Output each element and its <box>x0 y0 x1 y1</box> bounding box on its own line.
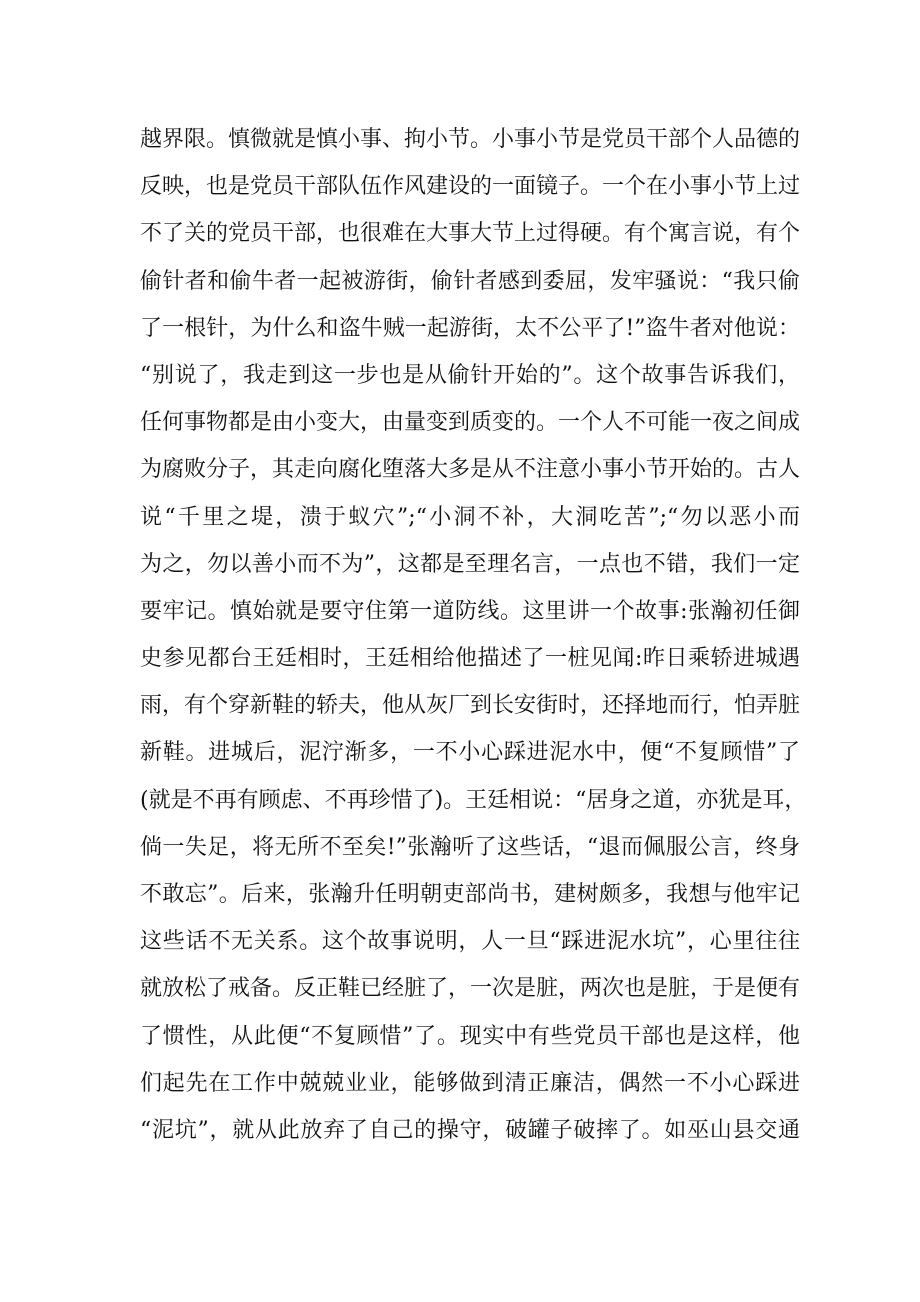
text-line: 要牢记。慎始就是要守住第一道防线。这里讲一个故事:张瀚初任御 <box>140 598 800 624</box>
text-line: 越界限。慎微就是慎小事、拘小节。小事小节是党员干部个人品德的 <box>140 127 801 152</box>
text-line: 为之，勿以善小而不为”，这都是至理名言，一点也不错，我们一定 <box>140 551 800 577</box>
text-line: 不了关的党员干部，也很难在大事大节上过得硬。有个寓言说，有个 <box>140 221 801 247</box>
text-line: 倘一失足，将无所不至矣!”张瀚听了这些话，“退而佩服公言，终身 <box>140 834 800 860</box>
text-line: 不敢忘”。后来，张瀚升任明朝吏部尚书，建树颇多，我想与他牢记 <box>140 882 800 907</box>
text-line: 说“千里之堤，溃于蚁穴”;“小洞不补，大洞吃苦”;“勿以恶小而 <box>140 504 800 530</box>
text-line: 反映，也是党员干部队伍作风建设的一面镜子。一个在小事小节上过 <box>140 174 801 200</box>
text-line: 偷针者和偷牛者一起被游街，偷针者感到委屈，发牢骚说：“我只偷 <box>140 268 800 294</box>
text-line: 史参见都台王廷相时，王廷相给他描述了一桩见闻:昨日乘轿进城遇 <box>140 646 800 672</box>
text-line: 了惯性，从此便“不复顾惜”了。现实中有些党员干部也是这样，他 <box>140 1023 800 1049</box>
body-text <box>140 116 807 1154</box>
text-line: 就放松了戒备。反正鞋已经脏了，一次是脏，两次也是脏，于是便有 <box>140 976 801 1002</box>
text-line: 新鞋。进城后，泥泞渐多，一不小心踩进泥水中，便“不复顾惜”了 <box>140 740 800 766</box>
text-line: 任何事物都是由小变大，由量变到质变的。一个人不可能一夜之间成 <box>140 410 801 436</box>
text-line: 们起先在工作中兢兢业业，能够做到清正廉洁，偶然一不小心踩进 <box>140 1070 800 1096</box>
text-line: (就是不再有顾虑、不再珍惜了)。王廷相说：“居身之道，亦犹是耳， <box>140 787 807 813</box>
text-line: 为腐败分子，其走向腐化堕落大多是从不注意小事小节开始的。古人 <box>140 457 801 483</box>
text-line: 了一根针，为什么和盗牛贼一起游街，太不公平了!”盗牛者对他说： <box>140 315 800 341</box>
text-line: 雨，有个穿新鞋的轿夫，他从灰厂到长安街时，还择地而行，怕弄脏 <box>140 693 801 719</box>
text-line: “别说了，我走到这一步也是从偷针开始的”。这个故事告诉我们， <box>140 362 800 388</box>
text-line: 这些话不无关系。这个故事说明，人一旦“踩进泥水坑”，心里往往 <box>140 929 800 955</box>
text-line: “泥坑”，就从此放弃了自己的操守，破罐子破摔了。如巫山县交通 <box>140 1117 800 1143</box>
